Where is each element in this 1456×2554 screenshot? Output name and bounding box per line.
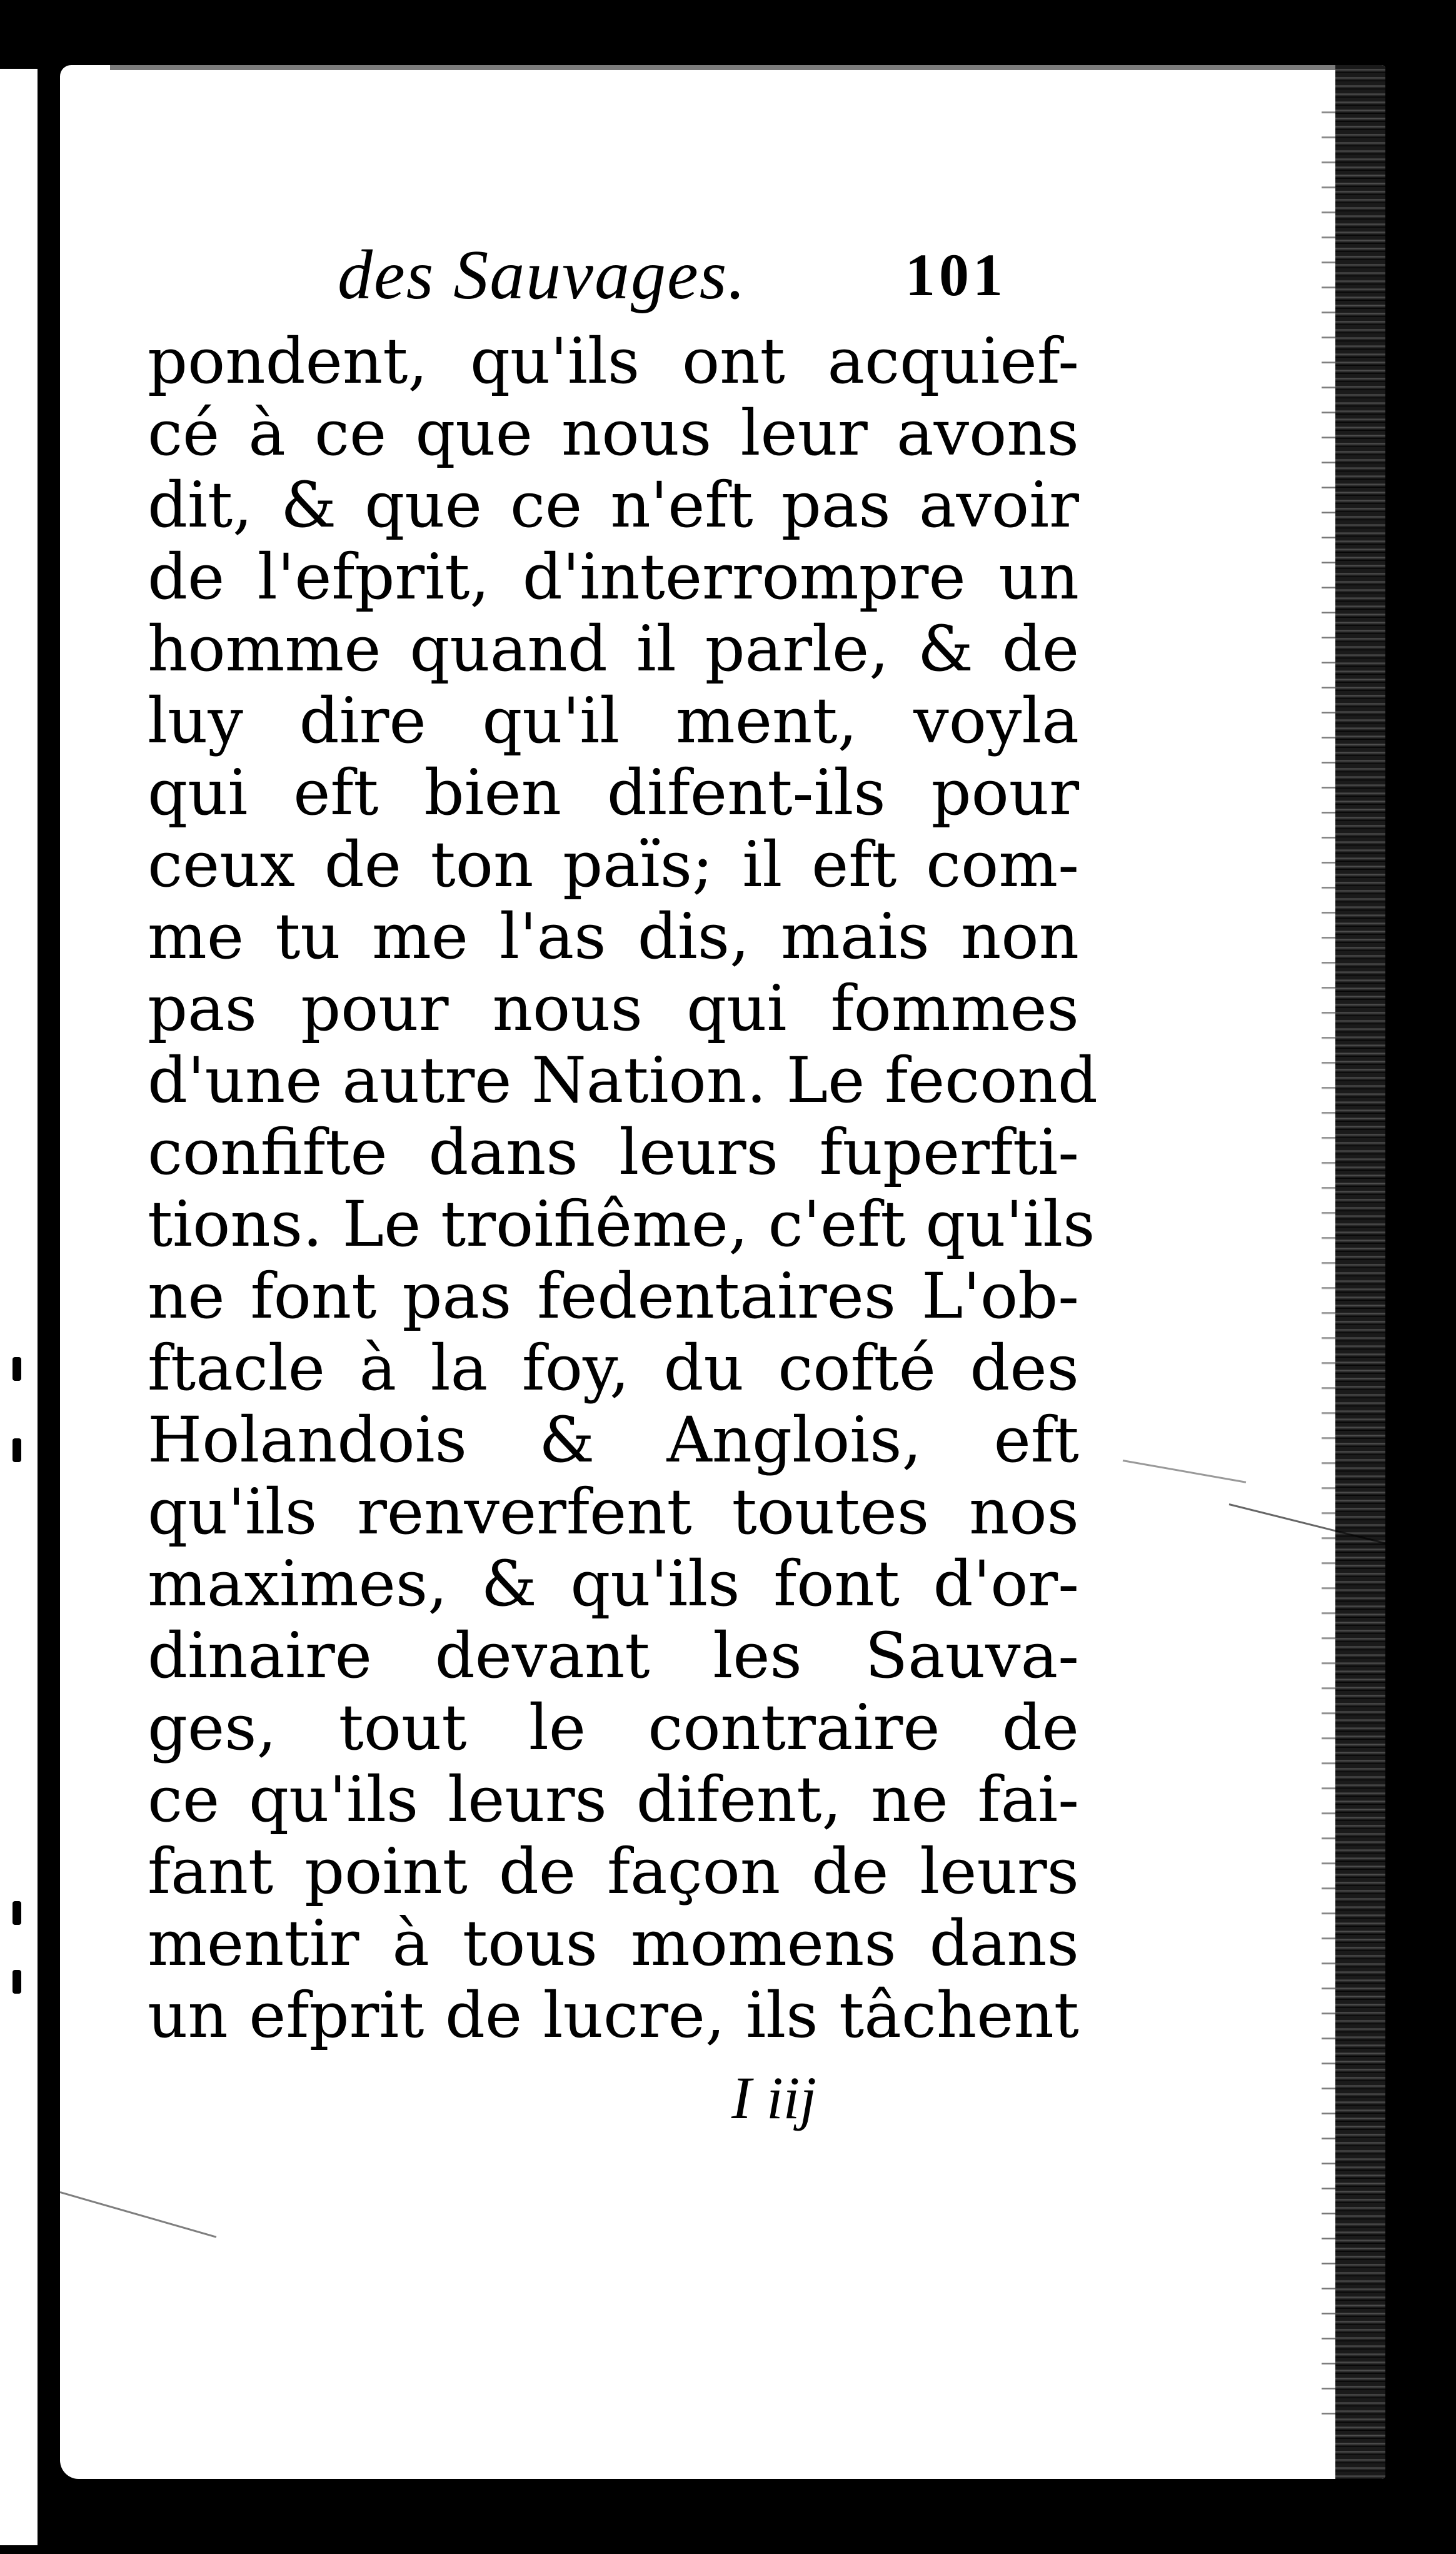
page-number: 101 (905, 241, 1007, 308)
text-line: ce qu'ils leurs difent, ne fai- (148, 1763, 1079, 1836)
text-line: un efprit de lucre, ils tâchent (148, 1979, 1079, 2052)
text-line: Holandois & Anglois, eft (148, 1403, 1079, 1476)
text-line: maximes, & qu'ils font d'or- (148, 1547, 1079, 1620)
text-line: homme quand il parle, & de (148, 612, 1079, 685)
text-line: confifte dans leurs fuperfti- (148, 1116, 1079, 1189)
running-title: des Sauvages. (338, 236, 747, 314)
text-line: tions. Le troifiême, c'eft qu'ils (148, 1188, 1095, 1261)
page-top-edge (110, 65, 1335, 70)
scan-streak (60, 2191, 216, 2238)
text-line: ges, tout le contraire de (148, 1691, 1079, 1764)
text-line: ceux de ton païs; il eft com- (148, 828, 1079, 901)
facing-page-mark (13, 1357, 21, 1381)
page-gutter-speckle (1322, 103, 1335, 2416)
text-line: luy dire qu'il ment, voyla (148, 684, 1079, 757)
text-line: cé à ce que nous leur avons (148, 396, 1079, 470)
facing-page-mark (13, 1438, 21, 1462)
text-line: fant point de façon de leurs (148, 1835, 1079, 1908)
facing-page-mark (13, 1970, 21, 1994)
signature-mark: I iij (731, 2064, 816, 2131)
text-line: pas pour nous qui fommes (148, 972, 1079, 1045)
text-line: mentir à tous momens dans (148, 1907, 1079, 1980)
text-line: de l'efprit, d'interrompre un (148, 540, 1079, 613)
scan-streak (1123, 1460, 1246, 1483)
text-line: dit, & que ce n'eft pas avoir (148, 468, 1079, 542)
text-line: ftacle à la foy, du cofté des (148, 1331, 1079, 1405)
facing-page-edge (0, 69, 38, 2545)
page-binding-edge (1335, 65, 1385, 2479)
text-line: dinaire devant les Sauva- (148, 1619, 1079, 1692)
text-line: qu'ils renverfent toutes nos (148, 1475, 1079, 1548)
running-head (263, 231, 1019, 319)
facing-page-mark (13, 1901, 21, 1925)
text-line: d'une autre Nation. Le fecond (148, 1044, 1098, 1117)
text-line: me tu me l'as dis, mais non (148, 900, 1079, 973)
text-line: pondent, qu'ils ont acquief- (148, 325, 1079, 398)
text-line: qui eft bien difent-ils pour (148, 756, 1079, 829)
text-line: ne font pas fedentaires L'ob- (148, 1259, 1079, 1333)
